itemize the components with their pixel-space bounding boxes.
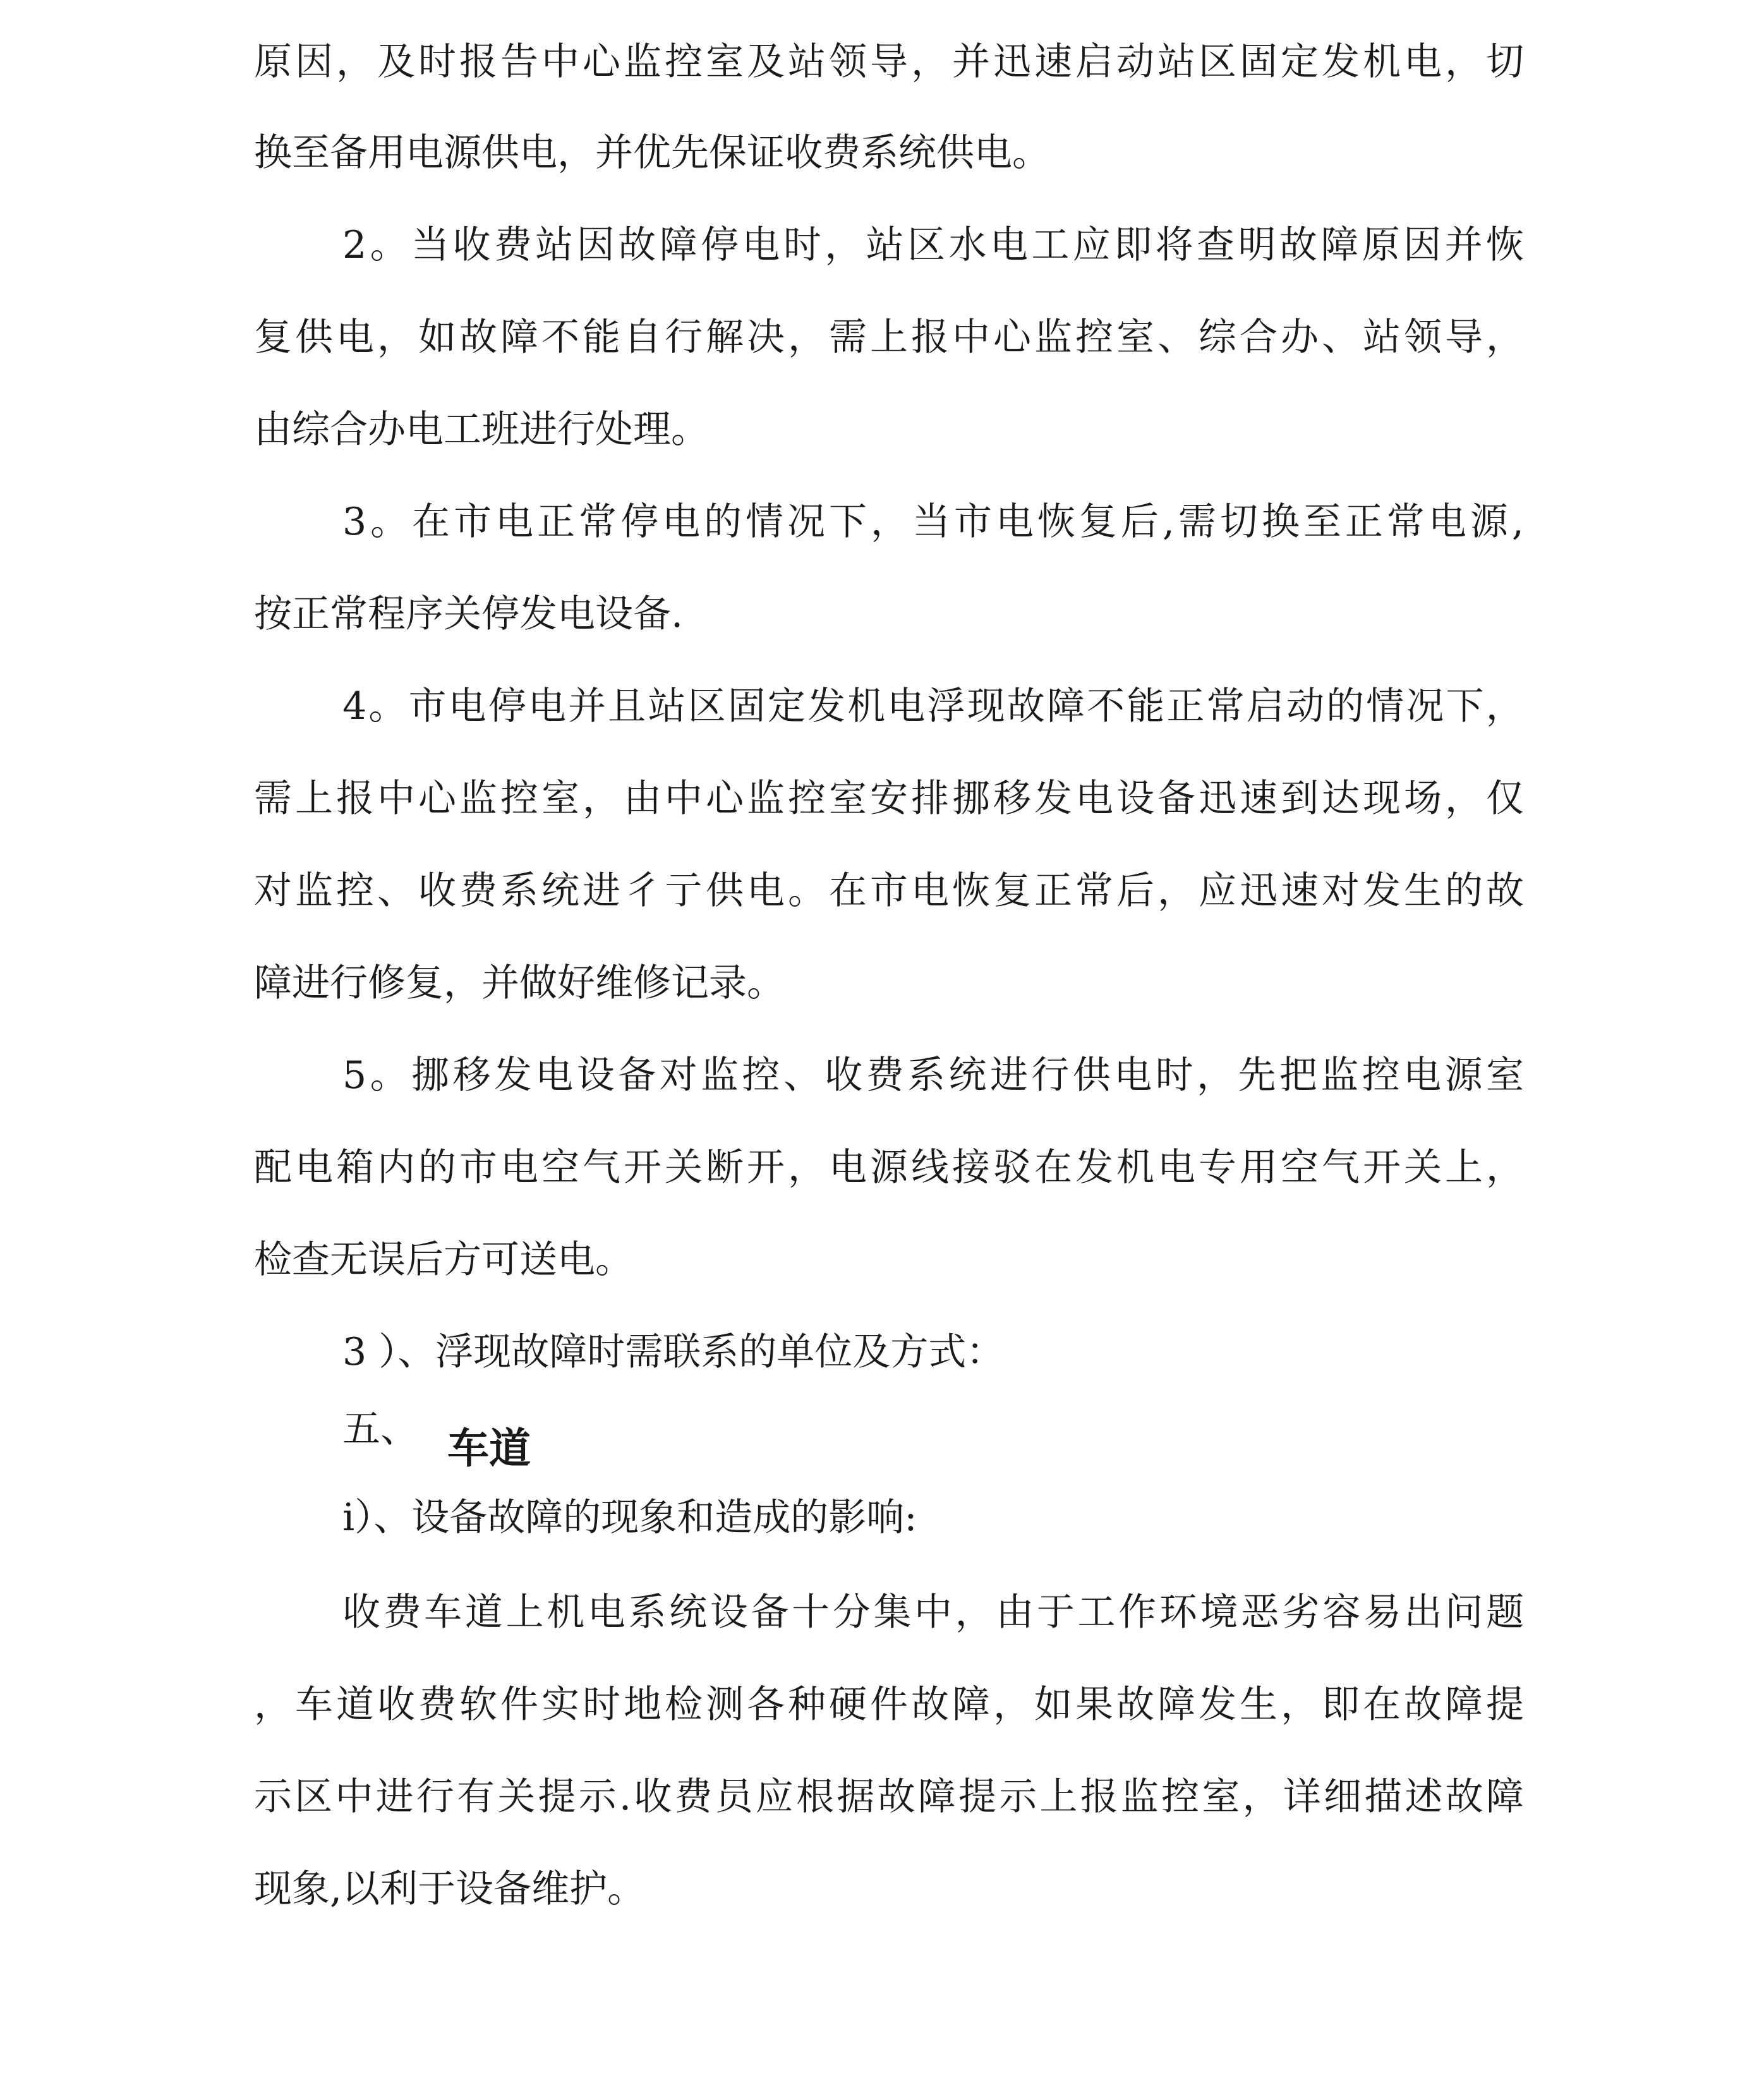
body-text-line: 换至备用电源供电，并优先保证收费系统供电。: [254, 131, 1050, 175]
body-text-line: 按正常程序关停发电设备.: [254, 592, 684, 636]
body-text-line: 2 。 当 收 费 站 因 故 障 停 电 时 ， 站 区 水 电 工 应 即 将 查 明 故 障 原 因 并 恢: [342, 223, 1524, 267]
body-text-line: 4 。 市 电 停 电 并 且 站 区 固 定 发 机 电 浮 现 故 障 不 能 正 常 启 动 的 情 况 下 ，: [342, 684, 1524, 728]
body-text-line: 障进行修复，并做好维修记录。: [254, 961, 785, 1005]
body-text-line: 复 供 电 ， 如 故 障 不 能 自 行 解 决 ， 需 上 报 中 心 监 控 室 、 综 合 办 、 站 领 导 ，: [254, 315, 1524, 360]
body-text-line: 原 因 ， 及 时 报 告 中 心 监 控 室 及 站 领 导 ， 并 迅 速 启 动 站 区 固 定 发 机 电 ， 切: [254, 40, 1524, 84]
section-number: 五、: [342, 1407, 418, 1451]
body-text-line: 3 。 在 市 电 正 常 停 电 的 情 况 下 ， 当 市 电 恢 复 后 , 需 切 换 至 正 常 电 源 ,: [342, 500, 1524, 544]
body-text-line: 现象,以利于设备维护。: [254, 1867, 646, 1911]
body-text-line: 检查无误后方可送电。: [254, 1238, 633, 1282]
body-text-line: 收 费 车 道 上 机 电 系 统 设 备 十 分 集 中 ， 由 于 工 作 环 境 恶 劣 容 易 出 问 题: [342, 1590, 1524, 1635]
body-text-line: 5 。 挪 移 发 电 设 备 对 监 控 、 收 费 系 统 进 行 供 电 时 ， 先 把 监 控 电 源 室: [342, 1053, 1524, 1097]
body-text-line: 由综合办电工班进行处理。: [254, 408, 709, 452]
body-text-line: 需 上 报 中 心 监 控 室 ， 由 中 心 监 控 室 安 排 挪 移 发 电 设 备 迅 速 到 达 现 场 ， 仅: [254, 777, 1524, 821]
subsection-heading: 3 ）、浮现故障时需联系的单位及方式：: [342, 1330, 1005, 1374]
body-text-line: ， 车 道 收 费 软 件 实 时 地 检 测 各 种 硬 件 故 障 ， 如 果 故 障 发 生 ， 即 在 故 障 提: [254, 1683, 1524, 1727]
section-title: 车道: [447, 1424, 531, 1473]
subsection-heading: i）、设备故障的现象和造成的影响:: [342, 1496, 917, 1540]
body-text-line: 对 监 控 、 收 费 系 统 进 彳 亍 供 电 。 在 市 电 恢 复 正 常 后 ， 应 迅 速 对 发 生 的 故: [254, 869, 1524, 913]
body-text-line: 配 电 箱 内 的 市 电 空 气 开 关 断 开 ， 电 源 线 接 驳 在 发 机 电 专 用 空 气 开 关 上 ，: [254, 1145, 1524, 1190]
body-text-line: 示 区 中 进 行 有 关 提 示 . 收 费 员 应 根 据 故 障 提 示 上 报 监 控 室 ， 详 细 描 述 故 障: [254, 1775, 1524, 1819]
